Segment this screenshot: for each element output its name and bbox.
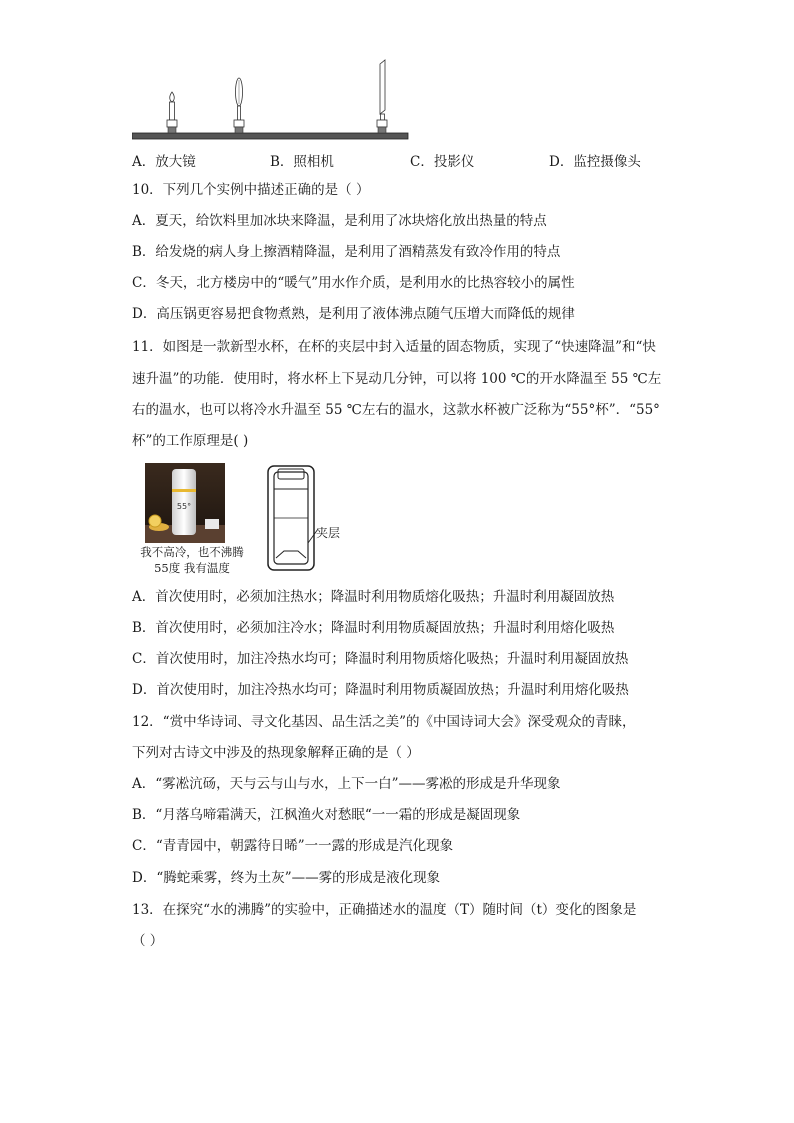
q10-option-c[interactable]: C．冬天，北方楼房中的“暖气”用水作介质，是利用水的比热容较小的属性	[132, 275, 575, 291]
q9-option-a[interactable]: A．放大镜	[132, 154, 196, 170]
q12-option-c[interactable]: C．“青青园中，朝露待日晞”一一露的形成是汽化现象	[132, 838, 454, 854]
q12-stem-line-1: 12．“赏中华诗词、寻文化基因、品生活之美”的《中国诗词大会》深受观众的青睐，	[132, 714, 636, 730]
q9-options	[132, 150, 692, 168]
q11-option-d[interactable]: D．首次使用时，加注冷热水均可；降温时利用物质凝固放热；升温时利用熔化吸热	[132, 682, 629, 698]
q11-stem-line-2: 速升温”的功能．使用时，将水杯上下晃动几分钟，可以将 100 ℃的开水降温至 55 ℃左	[132, 371, 662, 387]
q9-option-c[interactable]: C．投影仪	[410, 154, 475, 170]
caption-line-2: 55度 我有温度	[154, 561, 230, 575]
caption-line-1: 我不高冷，也不沸腾	[140, 545, 244, 559]
cup-photo	[145, 463, 225, 543]
cup-cross-section-diagram	[262, 463, 332, 573]
q11-option-a[interactable]: A．首次使用时，必须加注热水；降温时利用物质熔化吸热；升温时利用凝固放热	[132, 589, 615, 605]
cup-mark-text: 55°	[176, 502, 192, 511]
q11-option-b[interactable]: B．首次使用时，必须加注冷水；降温时利用物质凝固放热；升温时利用熔化吸热	[132, 620, 615, 636]
q12-option-a[interactable]: A．“雾凇沆砀，天与云与山与水，上下一白”——雾凇的形成是升华现象	[132, 776, 561, 792]
lens-icon	[234, 78, 244, 133]
layer-label: 夹层	[316, 526, 341, 540]
q13-stem-line-1: 13．在探究“水的沸腾”的实验中，正确描述水的温度（T）随时间（t）变化的图象是	[132, 902, 637, 918]
q11-stem-line-3: 右的温水，也可以将冷水升温至 55 ℃左右的温水，这款水杯被广泛称为“55°杯”．“55°	[132, 402, 660, 418]
q9-option-b[interactable]: B．照相机	[270, 154, 334, 170]
optical-bench-figure	[132, 58, 412, 142]
q10-option-d[interactable]: D．高压锅更容易把食物煮熟，是利用了液体沸点随气压增大而降低的规律	[132, 306, 575, 322]
q10-option-a[interactable]: A．夏天，给饮料里加冰块来降温，是利用了冰块熔化放出热量的特点	[132, 213, 547, 229]
q11-stem-line-4: 杯”的工作原理是( )	[132, 433, 249, 449]
q12-option-d[interactable]: D．“腾蛇乘雾，终为土灰”——雾的形成是液化现象	[132, 870, 441, 886]
q9-option-d[interactable]: D．监控摄像头	[549, 154, 641, 170]
candle-icon	[167, 92, 177, 133]
cup-photo-caption	[132, 544, 252, 576]
q11-option-c[interactable]: C．首次使用时，加注冷热水均可；降温时利用物质熔化吸热；升温时利用凝固放热	[132, 651, 629, 667]
screen-icon	[377, 60, 387, 133]
q10-stem: 10．下列几个实例中描述正确的是（ ）	[132, 182, 370, 198]
q11-stem-line-1: 11．如图是一款新型水杯，在杯的夹层中封入适量的固态物质，实现了“快速降温”和“快	[132, 339, 656, 355]
q12-option-b[interactable]: B．“月落乌啼霜满天，江枫渔火对愁眠“一一霜的形成是凝固现象	[132, 807, 521, 823]
q13-stem-line-2: （ ）	[132, 933, 164, 949]
q12-stem-line-2: 下列对古诗文中涉及的热现象解释正确的是（ ）	[132, 745, 420, 761]
q10-option-b[interactable]: B．给发烧的病人身上擦酒精降温，是利用了酒精蒸发有致冷作用的特点	[132, 244, 561, 260]
